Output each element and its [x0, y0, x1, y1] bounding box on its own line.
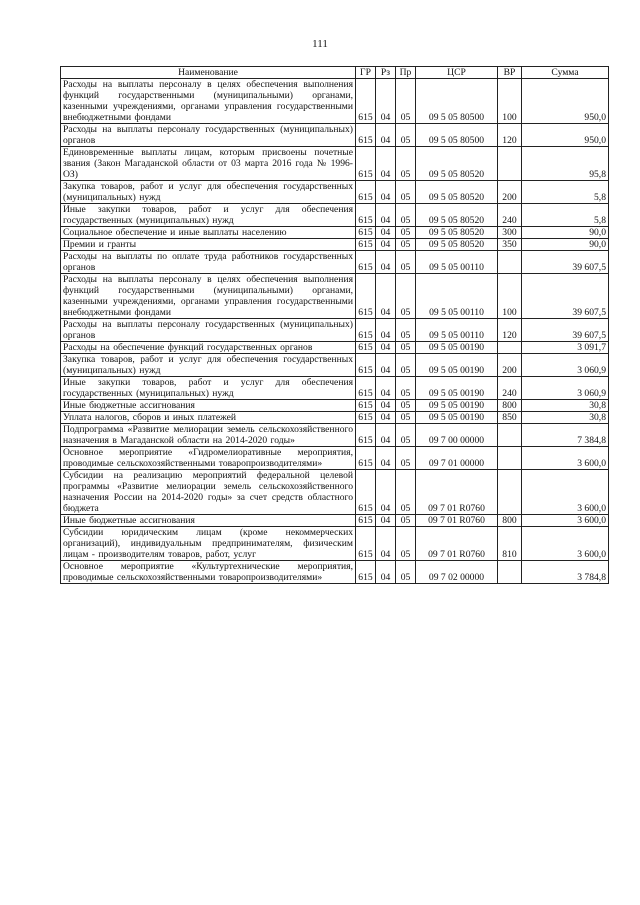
- row-csr-cell: 09 5 05 00110: [416, 274, 498, 319]
- row-csr-cell: 09 7 01 R0760: [416, 470, 498, 515]
- row-vr-cell: 100: [498, 274, 522, 319]
- row-name-cell: Расходы на выплаты персоналу в целях обеспечения выполнения функций государственными (муниципальными) органами, казенными учреждениями, органами управления государственными внебюджетными фондами: [61, 274, 356, 319]
- table-row: [61, 124, 609, 147]
- row-sum-cell: 3 784,8: [522, 561, 609, 584]
- col-header-csr: ЦСР: [416, 67, 498, 79]
- row-sum-cell: 39 607,5: [522, 274, 609, 319]
- row-vr-cell: [498, 147, 522, 181]
- row-rz-cell: 04: [376, 377, 396, 400]
- row-name-cell: Иные бюджетные ассигнования: [61, 400, 356, 412]
- row-pr-cell: 05: [396, 147, 416, 181]
- row-vr-cell: 350: [498, 239, 522, 251]
- table-row: [61, 470, 609, 515]
- row-rz-cell: 04: [376, 470, 396, 515]
- table-row: [61, 515, 609, 527]
- row-sum-cell: 3 600,0: [522, 515, 609, 527]
- row-pr-cell: 05: [396, 251, 416, 274]
- row-pr-cell: 05: [396, 227, 416, 239]
- table-row: [61, 561, 609, 584]
- row-gr-cell: 615: [356, 181, 376, 204]
- row-csr-cell: 09 5 05 00190: [416, 354, 498, 377]
- row-csr-cell: 09 5 05 80520: [416, 147, 498, 181]
- row-csr-cell: 09 5 05 00190: [416, 342, 498, 354]
- budget-table: [60, 66, 609, 584]
- table-row: [61, 204, 609, 227]
- row-gr-cell: 615: [356, 204, 376, 227]
- row-gr-cell: 615: [356, 515, 376, 527]
- row-name-cell: Социальное обеспечение и иные выплаты населению: [61, 227, 356, 239]
- row-gr-cell: 615: [356, 424, 376, 447]
- row-pr-cell: 05: [396, 319, 416, 342]
- row-gr-cell: 615: [356, 354, 376, 377]
- row-csr-cell: 09 7 02 00000: [416, 561, 498, 584]
- row-pr-cell: 05: [396, 124, 416, 147]
- row-rz-cell: 04: [376, 227, 396, 239]
- table-row: [61, 181, 609, 204]
- row-name-cell: Расходы на обеспечение функций государственных органов: [61, 342, 356, 354]
- table-row: [61, 354, 609, 377]
- row-gr-cell: 615: [356, 377, 376, 400]
- row-csr-cell: 09 5 05 80500: [416, 79, 498, 124]
- row-sum-cell: 3 600,0: [522, 527, 609, 561]
- row-name-cell: Единовременные выплаты лицам, которым присвоены почетные звания (Закон Магаданской области от 03 марта 2016 года № 1996-ОЗ): [61, 147, 356, 181]
- row-rz-cell: 04: [376, 400, 396, 412]
- row-rz-cell: 04: [376, 354, 396, 377]
- row-sum-cell: 950,0: [522, 79, 609, 124]
- row-csr-cell: 09 7 01 R0760: [416, 515, 498, 527]
- row-rz-cell: 04: [376, 447, 396, 470]
- row-gr-cell: 615: [356, 400, 376, 412]
- row-gr-cell: 615: [356, 227, 376, 239]
- row-pr-cell: 05: [396, 400, 416, 412]
- row-rz-cell: 04: [376, 515, 396, 527]
- row-sum-cell: 7 384,8: [522, 424, 609, 447]
- row-vr-cell: 100: [498, 79, 522, 124]
- row-csr-cell: 09 5 05 80520: [416, 227, 498, 239]
- row-pr-cell: 05: [396, 470, 416, 515]
- row-pr-cell: 05: [396, 412, 416, 424]
- row-name-cell: Иные закупки товаров, работ и услуг для обеспечения государственных (муниципальных) нужд: [61, 377, 356, 400]
- row-csr-cell: 09 5 05 00190: [416, 412, 498, 424]
- row-vr-cell: [498, 447, 522, 470]
- row-csr-cell: 09 7 01 00000: [416, 447, 498, 470]
- row-sum-cell: 3 060,9: [522, 377, 609, 400]
- row-pr-cell: 05: [396, 424, 416, 447]
- row-rz-cell: 04: [376, 181, 396, 204]
- row-sum-cell: 39 607,5: [522, 251, 609, 274]
- row-sum-cell: 39 607,5: [522, 319, 609, 342]
- row-vr-cell: [498, 342, 522, 354]
- table-row: [61, 79, 609, 124]
- row-pr-cell: 05: [396, 354, 416, 377]
- row-rz-cell: 04: [376, 124, 396, 147]
- row-name-cell: Основное мероприятие «Гидромелиоративные мероприятия, проводимые сельскохозяйственными товаропроизводителями»: [61, 447, 356, 470]
- row-gr-cell: 615: [356, 412, 376, 424]
- row-rz-cell: 04: [376, 319, 396, 342]
- row-pr-cell: 05: [396, 239, 416, 251]
- row-name-cell: Субсидии юридическим лицам (кроме некоммерческих организаций), индивидуальным предпринимателям, физическим лицам - производителям товаров, работ, услуг: [61, 527, 356, 561]
- row-vr-cell: [498, 470, 522, 515]
- row-csr-cell: 09 5 05 80520: [416, 181, 498, 204]
- row-rz-cell: 04: [376, 79, 396, 124]
- col-header-pr: Пр: [396, 67, 416, 79]
- row-gr-cell: 615: [356, 124, 376, 147]
- col-header-vr: ВР: [498, 67, 522, 79]
- row-rz-cell: 04: [376, 251, 396, 274]
- table-row: [61, 400, 609, 412]
- row-gr-cell: 615: [356, 147, 376, 181]
- row-pr-cell: 05: [396, 527, 416, 561]
- row-rz-cell: 04: [376, 561, 396, 584]
- table-header-row: [61, 67, 609, 79]
- row-name-cell: Расходы на выплаты по оплате труда работников государственных органов: [61, 251, 356, 274]
- row-pr-cell: 05: [396, 274, 416, 319]
- row-gr-cell: 615: [356, 319, 376, 342]
- row-csr-cell: 09 5 05 00110: [416, 319, 498, 342]
- table-row: [61, 424, 609, 447]
- row-pr-cell: 05: [396, 561, 416, 584]
- col-header-gr: ГР: [356, 67, 376, 79]
- row-vr-cell: 810: [498, 527, 522, 561]
- row-gr-cell: 615: [356, 79, 376, 124]
- table-row: [61, 147, 609, 181]
- row-name-cell: Иные закупки товаров, работ и услуг для обеспечения государственных (муниципальных) нужд: [61, 204, 356, 227]
- row-sum-cell: 30,8: [522, 412, 609, 424]
- row-gr-cell: 615: [356, 447, 376, 470]
- row-gr-cell: 615: [356, 527, 376, 561]
- row-sum-cell: 950,0: [522, 124, 609, 147]
- row-csr-cell: 09 5 05 00190: [416, 377, 498, 400]
- row-name-cell: Иные бюджетные ассигнования: [61, 515, 356, 527]
- table-body: [61, 79, 609, 584]
- row-csr-cell: 09 5 05 80520: [416, 239, 498, 251]
- row-sum-cell: 5,8: [522, 181, 609, 204]
- row-sum-cell: 3 600,0: [522, 447, 609, 470]
- row-name-cell: Уплата налогов, сборов и иных платежей: [61, 412, 356, 424]
- row-csr-cell: 09 7 01 R0760: [416, 527, 498, 561]
- table-row: [61, 319, 609, 342]
- col-header-rz: Рз: [376, 67, 396, 79]
- row-vr-cell: [498, 561, 522, 584]
- row-vr-cell: 800: [498, 400, 522, 412]
- row-name-cell: Закупка товаров, работ и услуг для обеспечения государственных (муниципальных) нужд: [61, 181, 356, 204]
- row-pr-cell: 05: [396, 447, 416, 470]
- row-sum-cell: 30,8: [522, 400, 609, 412]
- page-number: 111: [312, 38, 328, 50]
- row-gr-cell: 615: [356, 470, 376, 515]
- row-rz-cell: 04: [376, 342, 396, 354]
- row-csr-cell: 09 5 05 80520: [416, 204, 498, 227]
- row-name-cell: Подпрограмма «Развитие мелиорации земель сельскохозяйственного назначения в Магаданской области на 2014-2020 годы»: [61, 424, 356, 447]
- table-row: [61, 412, 609, 424]
- row-rz-cell: 04: [376, 274, 396, 319]
- row-sum-cell: 90,0: [522, 239, 609, 251]
- col-header-sum: Сумма: [522, 67, 609, 79]
- table-row: [61, 447, 609, 470]
- row-rz-cell: 04: [376, 527, 396, 561]
- row-vr-cell: 120: [498, 124, 522, 147]
- row-vr-cell: 850: [498, 412, 522, 424]
- row-vr-cell: 200: [498, 181, 522, 204]
- row-name-cell: Расходы на выплаты персоналу в целях обеспечения выполнения функций государственными (муниципальными) органами, казенными учреждениями, органами управления государственными внебюджетными фондами: [61, 79, 356, 124]
- row-rz-cell: 04: [376, 204, 396, 227]
- row-gr-cell: 615: [356, 239, 376, 251]
- row-vr-cell: [498, 424, 522, 447]
- row-vr-cell: 240: [498, 377, 522, 400]
- row-pr-cell: 05: [396, 204, 416, 227]
- row-sum-cell: 3 091,7: [522, 342, 609, 354]
- row-name-cell: Расходы на выплаты персоналу государственных (муниципальных) органов: [61, 124, 356, 147]
- row-vr-cell: [498, 251, 522, 274]
- row-name-cell: Основное мероприятие «Культуртехнические мероприятия, проводимые сельскохозяйственными товаропроизводителями»: [61, 561, 356, 584]
- row-csr-cell: 09 5 05 00190: [416, 400, 498, 412]
- row-pr-cell: 05: [396, 377, 416, 400]
- row-gr-cell: 615: [356, 561, 376, 584]
- row-csr-cell: 09 7 00 00000: [416, 424, 498, 447]
- table-row: [61, 251, 609, 274]
- row-csr-cell: 09 5 05 80500: [416, 124, 498, 147]
- row-rz-cell: 04: [376, 239, 396, 251]
- row-sum-cell: 3 060,9: [522, 354, 609, 377]
- table-row: [61, 227, 609, 239]
- row-name-cell: Расходы на выплаты персоналу государственных (муниципальных) органов: [61, 319, 356, 342]
- col-header-name: Наименование: [61, 67, 356, 79]
- row-gr-cell: 615: [356, 274, 376, 319]
- table-row: [61, 342, 609, 354]
- table-row: [61, 377, 609, 400]
- row-sum-cell: 95,8: [522, 147, 609, 181]
- table-row: [61, 239, 609, 251]
- row-rz-cell: 04: [376, 147, 396, 181]
- row-rz-cell: 04: [376, 424, 396, 447]
- row-sum-cell: 5,8: [522, 204, 609, 227]
- row-gr-cell: 615: [356, 342, 376, 354]
- row-pr-cell: 05: [396, 342, 416, 354]
- row-rz-cell: 04: [376, 412, 396, 424]
- row-csr-cell: 09 5 05 00110: [416, 251, 498, 274]
- row-sum-cell: 3 600,0: [522, 470, 609, 515]
- row-vr-cell: 200: [498, 354, 522, 377]
- row-pr-cell: 05: [396, 79, 416, 124]
- row-gr-cell: 615: [356, 251, 376, 274]
- row-name-cell: Субсидии на реализацию мероприятий федеральной целевой программы «Развитие мелиорации земель сельскохозяйственного назначения России на 2014-2020 годы» за счет средств областного бюджета: [61, 470, 356, 515]
- table-row: [61, 274, 609, 319]
- row-vr-cell: 240: [498, 204, 522, 227]
- row-sum-cell: 90,0: [522, 227, 609, 239]
- row-name-cell: Закупка товаров, работ и услуг для обеспечения государственных (муниципальных) нужд: [61, 354, 356, 377]
- table-row: [61, 527, 609, 561]
- row-vr-cell: 300: [498, 227, 522, 239]
- row-pr-cell: 05: [396, 515, 416, 527]
- row-vr-cell: 800: [498, 515, 522, 527]
- row-name-cell: Премии и гранты: [61, 239, 356, 251]
- row-pr-cell: 05: [396, 181, 416, 204]
- row-vr-cell: 120: [498, 319, 522, 342]
